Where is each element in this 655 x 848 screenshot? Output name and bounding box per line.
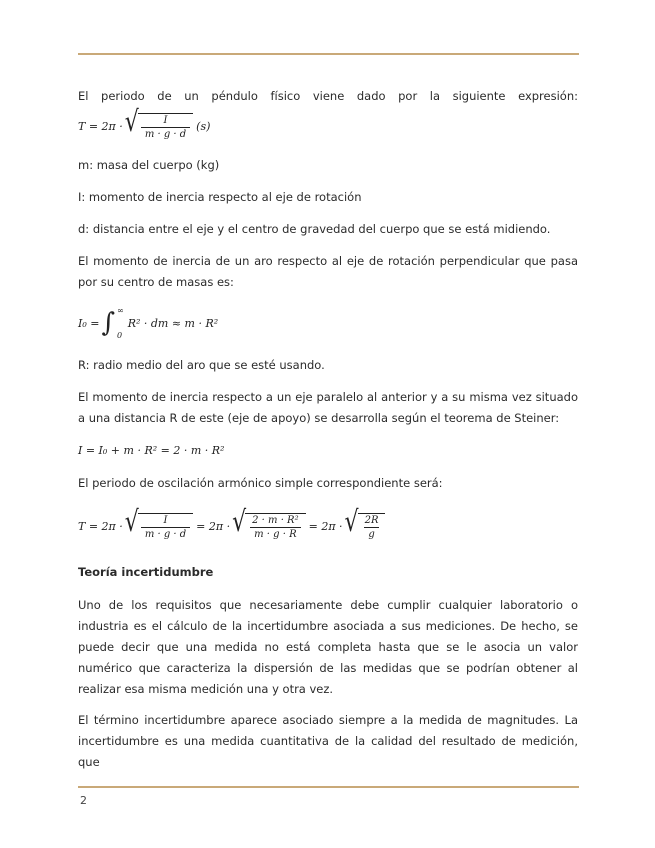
fraction bbox=[141, 515, 190, 540]
integral-limits bbox=[117, 306, 124, 340]
fraction-numerator: I bbox=[163, 114, 168, 126]
definition-m: m: masa del cuerpo (kg) bbox=[78, 158, 220, 172]
formula-lhs: T = 2π · bbox=[78, 119, 123, 133]
term-3: = 2π · bbox=[308, 519, 343, 533]
term-2: = 2π · bbox=[196, 519, 231, 533]
steiner-expression: I = I₀ + m · R² = 2 · m · R² bbox=[78, 443, 225, 457]
term-1: T = 2π · bbox=[78, 519, 123, 533]
fraction-denominator: m · g · d bbox=[141, 527, 190, 540]
integrand: R² · dm ≈ m · R² bbox=[127, 316, 219, 330]
definition-d: d: distancia entre el eje y el centro de gravedad del cuerpo que se está midiendo. bbox=[78, 222, 551, 236]
sqrt-symbol: √ $\frac{I}{m \cdot g \cdot d}$ bbox=[125, 113, 193, 140]
definition-i: I: momento de inercia respecto al eje de rotación bbox=[78, 190, 362, 204]
header-rule bbox=[78, 53, 579, 55]
definition-r: R: radio medio del aro que se esté usando. bbox=[78, 358, 325, 372]
formula-period bbox=[78, 107, 578, 145]
document-body bbox=[78, 86, 578, 783]
paragraph-oscillation: El periodo de oscilación armónico simple correspondiente será: bbox=[78, 476, 443, 490]
fraction-denominator: g bbox=[364, 527, 378, 540]
paragraph-ring-inertia: El momento de inercia de un aro respecto al eje de rotación perpendicular que pasa por su centro de masas es: bbox=[78, 254, 578, 289]
sqrt-symbol: √ $\frac{\text{2 · m · R²}}{m \cdot g \cdot R}$ bbox=[232, 513, 306, 540]
fraction-numerator: I bbox=[163, 514, 168, 526]
paragraph-intro: El periodo de un péndulo físico viene dado por la siguiente expresión: bbox=[78, 89, 578, 103]
formula-ring-inertia bbox=[78, 303, 578, 343]
section-heading: Teoría incertidumbre bbox=[78, 565, 214, 579]
formula-lhs: I₀ = bbox=[78, 316, 100, 330]
integral-lower-limit: 0 bbox=[117, 331, 123, 340]
integral-symbol: ∫ bbox=[101, 308, 116, 338]
fraction bbox=[248, 515, 302, 540]
fraction bbox=[361, 515, 383, 540]
sqrt-symbol: √ $\frac{I}{m \cdot g \cdot d}$ bbox=[125, 513, 193, 540]
fraction-numerator: 2 · m · R² bbox=[252, 514, 299, 526]
paragraph-uncertainty-1: Uno de los requisitos que necesariamente debe cumplir cualquier laboratorio o industria es el cálculo de la incertidumbre asociada a sus mediciones. De hecho, se puede decir que una medida no está completa hasta que se le asocia un valor numérico que caracteriza la dispersión de las medidas que se podrían obtener al realizar esa misma medición una y otra vez. bbox=[78, 598, 578, 696]
paragraph-steiner: El momento de inercia respecto a un eje paralelo al anterior y a su misma vez situado a una distancia R de este (eje de apoyo) se desarrolla según el teorema de Steiner: bbox=[78, 390, 578, 425]
formula-steiner bbox=[78, 439, 578, 461]
fraction-numerator: 2R bbox=[364, 514, 379, 526]
formula-oscillation-period bbox=[78, 504, 578, 548]
footer-rule bbox=[78, 786, 579, 788]
sqrt-symbol: √ $\frac{2R}{g}$ bbox=[345, 513, 386, 540]
fraction bbox=[141, 115, 190, 140]
fraction-denominator: m · g · d bbox=[141, 127, 190, 140]
formula-unit: (s) bbox=[196, 119, 211, 133]
integral-upper-limit: ∞ bbox=[117, 306, 124, 315]
fraction-denominator: m · g · R bbox=[250, 527, 301, 540]
page-number: 2 bbox=[80, 794, 87, 807]
paragraph-uncertainty-2: El término incertidumbre aparece asociado siempre a la medida de magnitudes. La incertidumbre es una medida cuantitativa de la calidad del resultado de medición, que bbox=[78, 713, 578, 769]
